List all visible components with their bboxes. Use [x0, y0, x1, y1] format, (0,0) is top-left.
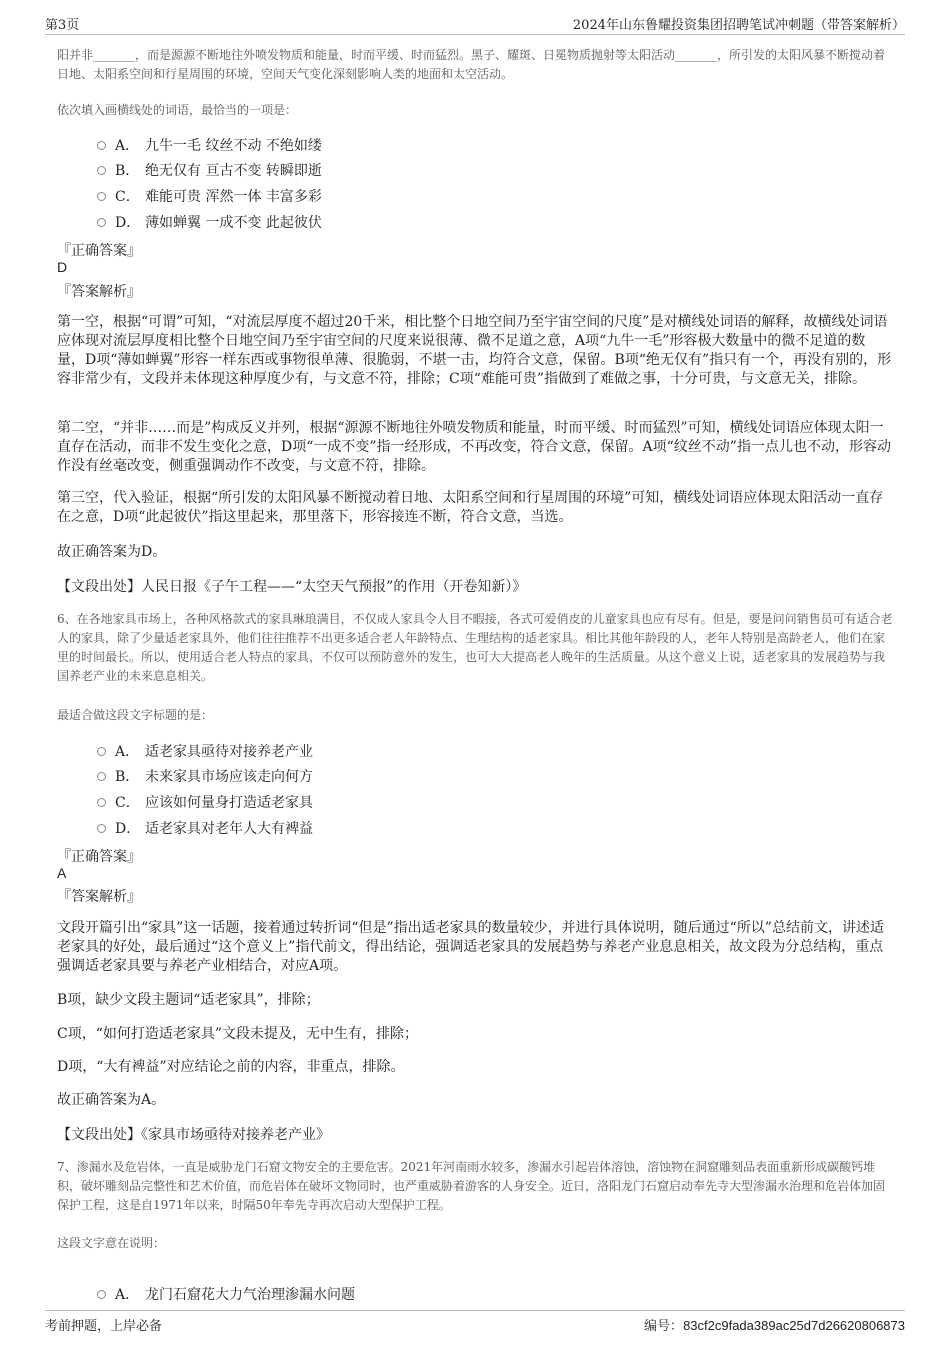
q6-source: 【文段出处】《家具市场亟待对接养老产业》	[57, 1127, 330, 1143]
q5-option-a[interactable]: A． 九牛一毛 纹丝不动 不绝如缕	[97, 135, 322, 155]
q5-analysis-1: 第一空，根据“可谓”可知，“对流层厚度不超过20千米，相比整个日地空间乃至宇宙空间的尺度”是对横线处词语的解释，故横线处词语应体现对流层厚度相比整个日地空间乃至宇宙空间的尺度来说很薄、微不足道之意，A项“九牛一毛”形容极大数量中的微不足道的数量，D项“薄如蝉翼”形容一样东西或事物很单薄、很脆弱，不堪一击，均符合文意，保留。B项“绝无仅有”指只有一个，再没有别的，形容非常少有，文段并未体现这种厚度少有，与文意不符，排除；C项“难能可贵”指做到了难做之事，十分可贵，与文意无关，排除。	[57, 314, 892, 387]
q6-question: 最适合做这段文字标题的是：	[57, 708, 214, 722]
code-value: 83cf2c9fada389ac25d7d26620806873	[683, 1318, 905, 1333]
radio-icon[interactable]	[97, 218, 106, 227]
radio-icon[interactable]	[97, 798, 106, 807]
q6-option-a[interactable]: A． 适老家具亟待对接养老产业	[97, 741, 313, 761]
q5-option-c[interactable]: C． 难能可贵 浑然一体 丰富多彩	[97, 186, 322, 206]
q5-source: 【文段出处】人民日报《子午工程——“太空天气预报”的作用（开卷知新）》	[57, 579, 527, 595]
radio-icon[interactable]	[97, 747, 106, 756]
document-code	[644, 1315, 905, 1334]
q5-analysis-4: 故正确答案为D。	[57, 544, 167, 560]
q6-analysis-4: D项，“大有裨益”对应结论之前的内容，非重点，排除。	[57, 1059, 405, 1075]
q6-analysis-3: C项，“如何打造适老家具”文段未提及，无中生有，排除；	[57, 1026, 419, 1042]
radio-icon[interactable]	[97, 192, 106, 201]
q6-answer: A	[57, 865, 67, 881]
q5-answer: D	[57, 259, 68, 275]
document-title: 2024年山东鲁耀投资集团招聘笔试冲刺题（带答案解析）	[572, 18, 905, 33]
q6-passage: 6、在各地家具市场上，各种风格款式的家具琳琅满目，不仅成人家具令人目不暇接，各式可爱俏皮的儿童家具也应有尽有。但是，要是问问销售员可有适合老人的家具，除了少量适老家具外，他们往往推荐不出更多适合老人年龄特点、生理结构的适老家具。相比其他年龄段的人，老年人特别是高龄老人，他们在家里的时间最长。所以，使用适合老人特点的家具，不仅可以预防意外的发生，也可大大提高老人晚年的生活质量。从这个意义上说，适老家具的发展趋势与我国养老产业的未来息息相关。	[57, 612, 893, 683]
radio-icon[interactable]	[97, 141, 106, 150]
q5-analysis-3: 第三空，代入验证，根据“所引发的太阳风暴不断搅动着日地、太阳系空间和行星周围的环境”可知，横线处词语应体现太阳活动一直存在之意，D项“此起彼伏”指这里起来，那里落下，形容接连不断，符合文意，当选。	[57, 490, 884, 525]
radio-icon[interactable]	[97, 824, 106, 833]
q5-analysis-label: 『答案解析』	[57, 284, 141, 300]
q7-question: 这段文字意在说明：	[57, 1236, 166, 1250]
q6-analysis-5: 故正确答案为A。	[57, 1092, 166, 1108]
radio-icon[interactable]	[97, 772, 106, 781]
q5-question: 依次填入画横线处的词语，最恰当的一项是：	[57, 103, 298, 117]
page-header	[45, 12, 905, 35]
q6-answer-label: 『正确答案』	[57, 849, 141, 865]
page-footer	[45, 1310, 905, 1333]
q5-option-b[interactable]: B． 绝无仅有 亘古不变 转瞬即逝	[97, 160, 322, 180]
page-number: 第3页	[45, 18, 80, 33]
code-label: 编号：	[644, 1319, 684, 1334]
q6-option-d[interactable]: D． 适老家具对老年人大有裨益	[97, 818, 313, 838]
radio-icon[interactable]	[97, 166, 106, 175]
q6-analysis-2: B项，缺少文段主题词“适老家具”，排除；	[57, 992, 320, 1008]
q6-analysis-1: 文段开篇引出“家具”这一话题，接着通过转折词“但是”指出适老家具的数量较少，并进行具体说明，随后通过“所以”总结前文，讲述适老家具的好处，最后通过“这个意义上”指代前文，得出结论，强调适老家具的发展趋势与养老产业息息相关，故文段为分总结构，重点强调适老家具要与养老产业相结合，对应A项。	[57, 920, 884, 974]
radio-icon[interactable]	[97, 1290, 106, 1299]
q5-passage: 阳并非_______，而是源源不断地往外喷发物质和能量，时而平缓、时而猛烈。黑子、耀斑、日冕物质抛射等太阳活动_______，所引发的太阳风暴不断搅动着日地、太阳系空间和行星周围的环境，空间天气变化深刻影响人类的地面和太空活动。	[57, 48, 886, 81]
q7-passage: 7、渗漏水及危岩体，一直是威胁龙门石窟文物安全的主要危害。2021年河南雨水较多，渗漏水引起岩体溶蚀，溶蚀物在洞窟雕刻品表面重新形成碳酸钙堆积，破坏雕刻品完整性和艺术价值，而危岩体在破坏文物同时，也严重威胁着游客的人身安全。近日，洛阳龙门石窟启动奉先寺大型渗漏水治理和危岩体加固保护工程，这是自1971年以来，时隔50年奉先寺再次启动大型保护工程。	[57, 1160, 886, 1212]
q6-analysis-label: 『答案解析』	[57, 889, 141, 905]
q5-answer-label: 『正确答案』	[57, 243, 141, 259]
q6-option-b[interactable]: B． 未来家具市场应该走向何方	[97, 766, 313, 786]
q7-option-a[interactable]: A． 龙门石窟花大力气治理渗漏水问题	[97, 1284, 355, 1304]
footer-slogan: 考前押题，上岸必备	[45, 1319, 163, 1334]
q6-option-c[interactable]: C． 应该如何量身打造适老家具	[97, 792, 313, 812]
q5-analysis-2: 第二空，“并非……而是”构成反义并列，根据“源源不断地往外喷发物质和能量，时而平缓、时而猛烈”可知，横线处词语应体现太阳一直存在活动，而非不发生变化之意，D项“一成不变”指一经形成，不再改变，符合文意，保留。A项“纹丝不动”指一点儿也不动，形容动作没有丝毫改变，侧重强调动作不改变，与文意不符，排除。	[57, 420, 891, 474]
q5-option-d[interactable]: D． 薄如蝉翼 一成不变 此起彼伏	[97, 212, 322, 232]
